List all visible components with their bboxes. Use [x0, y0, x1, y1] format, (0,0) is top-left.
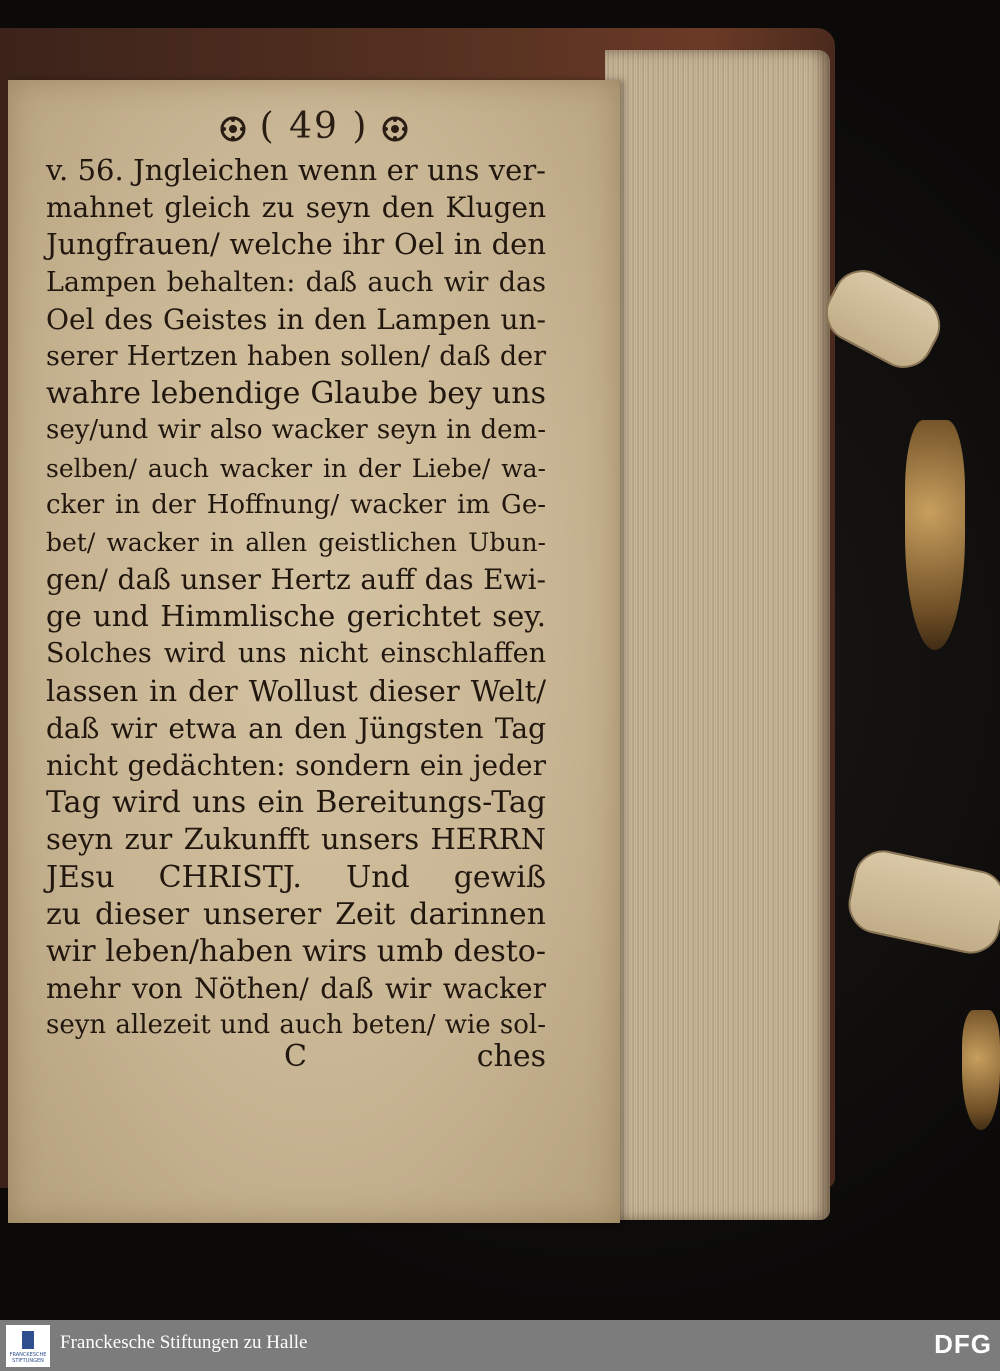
text-line: mahnet gleich zu seyn den Klugen [46, 191, 546, 225]
text-line: Lampen behalten: daß auch wir das [46, 266, 546, 298]
text-line: sey/und wir also wacker seyn in dem- [46, 415, 546, 446]
clasp-strap-lower [843, 845, 1000, 959]
page-number: ( 49 ) [259, 106, 369, 147]
text-line: seyn allezeit und auch beten/ wie sol- [46, 1010, 546, 1041]
rosette-ornament-icon [382, 116, 408, 142]
text-line: lassen in der Wollust dieser Welt/ [46, 673, 546, 708]
text-line: Oel des Geistes in den Lampen un- [46, 302, 546, 336]
brass-clasp-upper [905, 420, 965, 650]
page-header [8, 106, 620, 147]
brass-clasp-lower [962, 1010, 1000, 1130]
text-line: cker in der Hoffnung/ wacker im Ge- [46, 489, 546, 520]
institution-name: Franckesche Stiftungen zu Halle [60, 1332, 308, 1353]
text-line: nicht gedächten: sondern ein jeder [46, 749, 546, 782]
text-line: zu dieser unserer Zeit darinnen [46, 896, 546, 932]
rosette-ornament-icon [220, 116, 246, 142]
text-line: Jungfrauen/ welche ihr Oel in den [46, 227, 546, 262]
text-line: wir leben/haben wirs umb desto- [46, 933, 546, 969]
catchword: ches [476, 1039, 546, 1074]
text-line: Solches wird uns nicht einschlaffen [46, 638, 546, 670]
text-line: seyn zur Zukunfft unsers HERRN [46, 822, 546, 857]
institution-logo[interactable] [6, 1325, 50, 1367]
text-line: serer Hertzen haben sollen/ daß der [46, 340, 546, 372]
clasp-strap-upper [815, 260, 950, 379]
text-line: mehr von Nöthen/ daß wir wacker [46, 972, 546, 1006]
text-line: wahre lebendige Glaube bey uns [46, 376, 546, 412]
text-line: daß wir etwa an den Jüngsten Tag [46, 711, 546, 745]
text-line: gen/ daß unser Hertz auff das Ewi- [46, 563, 546, 597]
text-line: v. 56. Jngleichen wenn er uns ver- [46, 153, 546, 187]
text-line: JEsu CHRISTJ. Und gewiß [46, 859, 546, 895]
text-line: ge und Himmlische gerichtet sey. [46, 599, 546, 634]
text-line: selben/ auch wacker in der Liebe/ wa- [46, 453, 546, 483]
text-line: bet/ wacker in allen geistlichen Ubun- [46, 527, 546, 557]
logo-text: FRANCKESCHE STIFTUNGEN [9, 1352, 47, 1364]
signature-mark: C [284, 1039, 307, 1074]
text-line: Tag wird uns ein Bereitungs-Tag [46, 785, 546, 821]
book-page [8, 80, 620, 1223]
page-edges [605, 50, 830, 1220]
dfg-logo[interactable]: DFG [934, 1329, 992, 1359]
tower-icon [22, 1331, 34, 1349]
page-text [46, 152, 546, 1045]
viewer-footer-bar [0, 1320, 1000, 1371]
